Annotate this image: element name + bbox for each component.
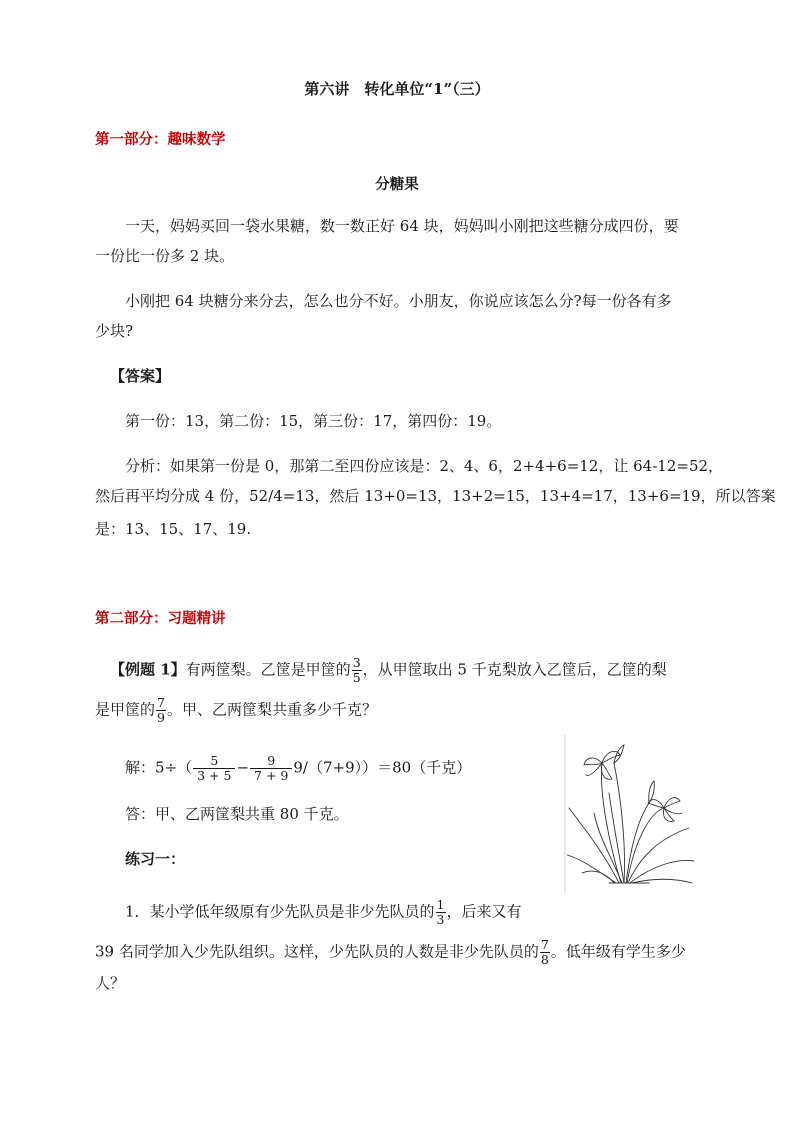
q1-line2-b: 。低年级有学生多少: [550, 942, 686, 961]
solution-prefix: 解：5÷（: [125, 758, 193, 777]
analysis-line2: 然后再平均分成 4 份，52/4=13，然后 13+0=13，13+2=15，13+4=17，13+6=19，所以答案: [95, 487, 776, 505]
fraction-denominator: 8: [540, 952, 549, 967]
fraction-denominator: 9: [157, 710, 165, 725]
fraction-denominator: 3 + 5: [197, 768, 232, 783]
fraction-3-5: [352, 656, 362, 685]
reply-text: 答：甲、乙两筐梨共重 80 千克。: [125, 805, 349, 823]
fraction-numerator: 5: [193, 754, 235, 769]
part1-heading: 第一部分：趣味数学: [95, 131, 226, 148]
fraction-5-over-3plus5: [193, 754, 235, 783]
solution-line: [125, 754, 471, 783]
example-line2-a: 是甲筐的: [95, 700, 156, 719]
fraction-numerator: 7: [540, 937, 549, 952]
para1-line2: 一份比一份多 2 块。: [95, 247, 235, 265]
answer-text: 第一份：13，第二份：15，第三份：17，第四份：19。: [125, 412, 502, 430]
practice-label: 练习一：: [125, 850, 186, 868]
question1-line1: [125, 898, 522, 927]
orchid-illustration: [564, 733, 700, 895]
example-line2-b: 。甲、乙两筐梨共重多少千克？: [166, 700, 377, 719]
fraction-numerator: 9: [250, 754, 292, 769]
fraction-numerator: 3: [352, 655, 361, 670]
para1-line1: 一天，妈妈买回一袋水果糖，数一数正好 64 块，妈妈叫小刚把这些糖分成四份，要: [125, 217, 679, 235]
analysis-line1: 分析：如果第一份是 0，那第二至四份应该是：2、4、6，2+4+6=12，让 64-12=52，: [125, 457, 724, 475]
q1-text-b: ，后来又有: [446, 902, 522, 921]
example1-line2: [95, 696, 377, 725]
fraction-denominator: 3: [436, 912, 445, 927]
example-label: 【例题 1】: [110, 660, 186, 679]
fraction-denominator: 7 + 9: [254, 768, 289, 783]
example-text-a: 有两筐梨。乙筐是甲筐的: [185, 660, 351, 679]
para2-line2: 少块?: [95, 322, 134, 340]
q1-line2-a: 39 名同学加入少先队组织。这样，少先队员的人数是非少先队员的: [95, 942, 539, 961]
page-title: 第六讲 转化单位“1”（三）: [304, 80, 490, 98]
minus-sign: −: [236, 758, 250, 777]
answer-label: 【答案】: [110, 367, 171, 385]
fraction-numerator: 7: [157, 695, 165, 710]
fraction-numerator: 1: [436, 897, 445, 912]
fraction-7-9: [156, 696, 166, 725]
para2-line1: 小刚把 64 块糖分来分去，怎么也分不好。小朋友，你说应该怎么分?每一份各有多: [125, 292, 672, 310]
fraction-7-8: [540, 938, 550, 967]
q1-text-a: 1．某小学低年级原有少先队员是非少先队员的: [125, 902, 435, 921]
solution-suffix: 9/（7+9））＝80（千克）: [293, 758, 472, 777]
example-text-b: ，从甲筐取出 5 千克梨放入乙筐后，乙筐的梨: [362, 660, 667, 679]
fraction-9-over-7plus9: [250, 754, 292, 783]
fraction-denominator: 5: [352, 670, 361, 685]
part2-heading: 第二部分：习题精讲: [95, 610, 226, 627]
question1-line3: 人？: [95, 974, 126, 992]
question1-line2: [95, 938, 686, 967]
part1-subtitle: 分糖果: [375, 176, 419, 193]
analysis-line3: 是：13、15、17、19.: [95, 520, 252, 538]
fraction-1-3: [436, 898, 446, 927]
example1-line1: [110, 656, 667, 685]
